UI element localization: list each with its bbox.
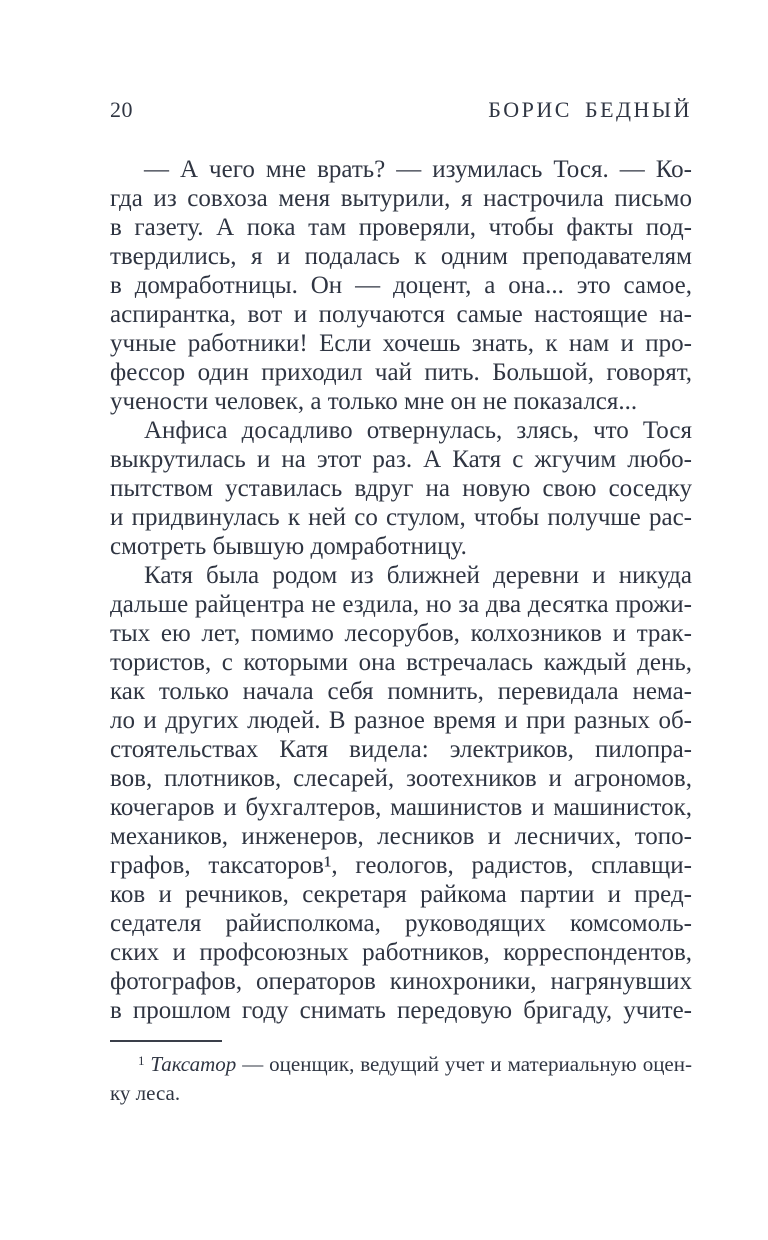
footnote-line: ку леса. (110, 1081, 181, 1105)
text-line: ков и речников, секретаря райкома партии и пред- (110, 881, 692, 908)
text-line: вов, плотников, слесарей, зоотехников и агрономов, (110, 765, 692, 792)
footnote-line (110, 1050, 692, 1079)
paragraph (110, 561, 692, 1025)
footnote-rule (110, 1040, 222, 1042)
page-header (110, 97, 692, 123)
text-line: учные работники! Если хочешь знать, к нам и про- (110, 330, 692, 357)
page-number: 20 (110, 97, 133, 122)
text-line: Катя была родом из ближней деревни и никуда (144, 562, 692, 589)
paragraph (110, 155, 692, 416)
text-line: в газету. А пока там проверяли, чтобы факты под- (110, 214, 692, 241)
footnote-marker: 1 (138, 1053, 145, 1069)
text-line: стоятельствах Катя видела: электриков, пилопра- (110, 736, 692, 763)
text-line: кочегаров и бухгалтеров, машинистов и машинисток, (110, 794, 692, 821)
text-line: седателя райисполкома, руководящих комсомоль- (110, 910, 692, 937)
paragraph (110, 416, 692, 561)
text-line: гда из совхоза меня вытурили, я настрочила письмо (110, 185, 692, 212)
text-line: выкрутилась и на этот раз. А Катя с жгучим любо- (110, 446, 692, 473)
text-line: пытством уставилась вдруг на новую свою соседку (110, 475, 692, 502)
text-line: механиков, инженеров, лесников и лесничих, топо- (110, 823, 692, 850)
text-line: учености человек, а только мне он не показался... (110, 388, 638, 415)
footnote-term: Таксатор (150, 1052, 237, 1076)
text-line: и придвинулась к ней со стулом, чтобы получше рас- (110, 504, 692, 531)
text-line: в прошлом году снимать передовую бригаду, учите- (110, 997, 692, 1024)
text-line: дальше райцентра не ездила, но за два десятка прожи- (110, 591, 692, 618)
text-line: Анфиса досадливо отвернулась, злясь, что Тося (144, 417, 692, 444)
text-line: в домработницы. Он — доцент, а она... это самое, (110, 272, 692, 299)
text-line: фотографов, операторов кинохроники, нагрянувших (110, 968, 692, 995)
text-line: твердились, я и подалась к одним преподавателям (110, 243, 692, 270)
text-line: смотреть бывшую домработницу. (110, 533, 467, 560)
text-line: аспирантка, вот и получаются самые настоящие на- (110, 301, 692, 328)
text-line: ло и других людей. В разное время и при разных об- (110, 707, 692, 734)
text-line: тористов, с которыми она встречалась каждый день, (110, 649, 692, 676)
text-line: как только начала себя помнить, перевидала нема- (110, 678, 692, 705)
footnote-text: — оценщик, ведущий учет и материальную оцен- (236, 1052, 692, 1076)
body-text (110, 155, 692, 1025)
text-line: — А чего мне врать? — изумилась Тося. — Ко- (144, 156, 692, 183)
text-line: ских и профсоюзных работников, корреспондентов, (110, 939, 692, 966)
running-title: БОРИС БЕДНЫЙ (488, 97, 692, 122)
text-line: тых ею лет, помимо лесорубов, колхозников и трак- (110, 620, 692, 647)
footnote (110, 1050, 692, 1108)
text-line: фессор один приходил чай пить. Большой, говорят, (110, 359, 692, 386)
text-line: графов, таксаторов¹, геологов, радистов, сплавщи- (110, 852, 692, 879)
